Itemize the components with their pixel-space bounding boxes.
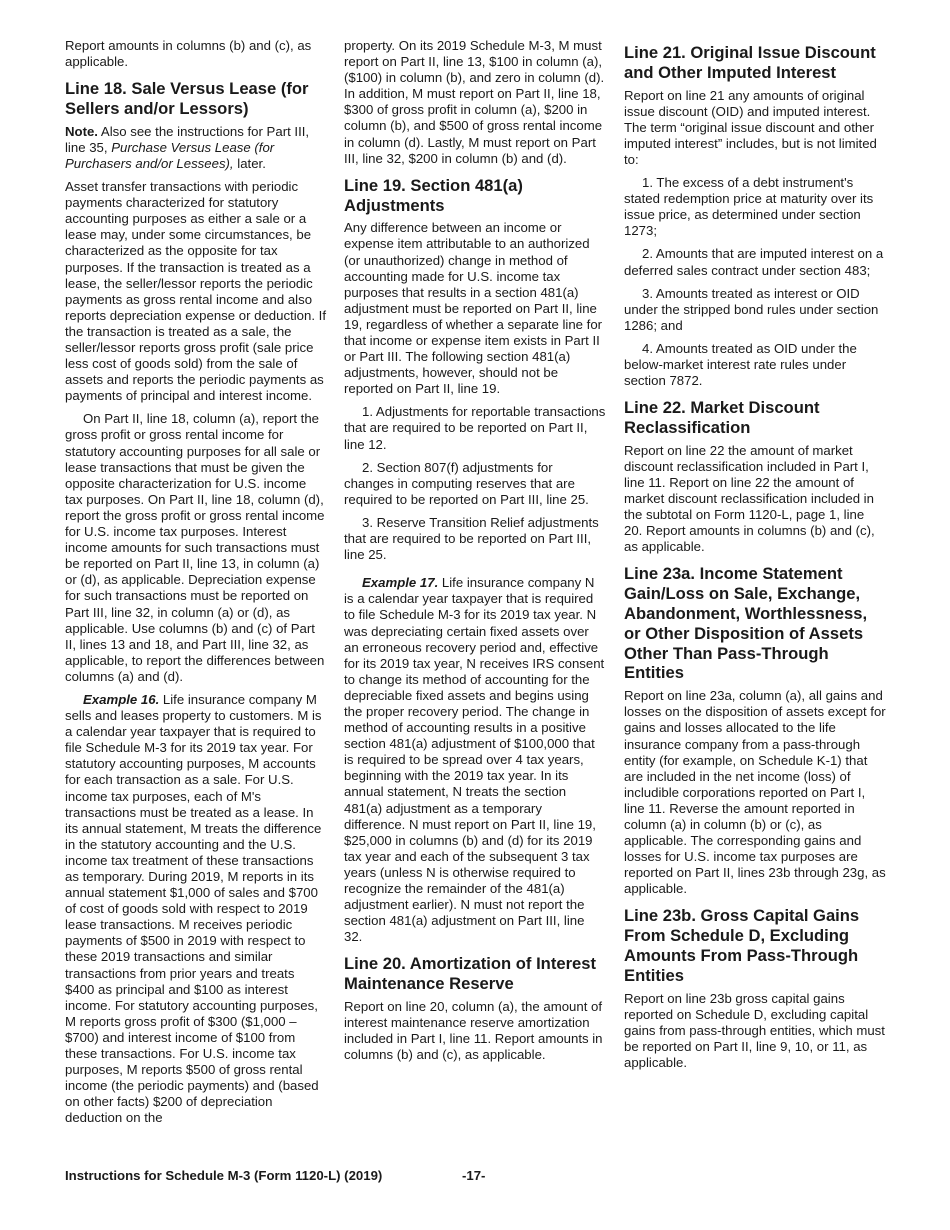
intro-paragraph: Report amounts in columns (b) and (c), as applicable.: [65, 38, 312, 70]
example-17-paragraph: [344, 575, 606, 945]
heading-line-20: Line 20. Amortization of Interest Maintenance Reserve: [344, 954, 597, 994]
heading-line-23a: Line 23a. Income Statement Gain/Loss on Sale, Exchange, Abandonment, Worthlessness, or Other Disposition of Assets Other Than Pass-Through Entities: [624, 564, 868, 683]
line-21-paragraph: Report on line 21 any amounts of original issue discount (OID) and imputed interest. The term “original issue discount and other imputed interest” includes, but is not limited to:: [624, 87, 877, 167]
page-number: -17-: [462, 1168, 486, 1183]
example-16-continued: property. On its 2019 Schedule M-3, M must report on Part II, line 13, $100 in column (a), ($100) in column (b), and zero in column (d). In addition, M must report on Part II, line 18, $300 of gross profit in column (a), $200 in column (b), and $500 of gross rental income in column (d). Lastly, M must report on Part III, line 32, $200 in column (b) and (d).: [344, 38, 605, 166]
list-item: 1. The excess of a debt instrument's stated redemption price at maturity over its issue price, as determined under section 1273;: [624, 175, 874, 239]
note-italic-text: Purchase Versus Lease (for Purchasers and/or Lessees),: [65, 139, 275, 171]
list-item: 2. Section 807(f) adjustments for changes in computing reserves that are required to be reported on Part III, line 25.: [344, 459, 589, 507]
heading-line-22: Line 22. Market Discount Reclassification: [624, 398, 820, 437]
note-paragraph: [65, 124, 327, 172]
example-16-label: Example 16.: [83, 691, 160, 707]
heading-line-21: Line 21. Original Issue Discount and Other Imputed Interest: [624, 43, 876, 82]
footer-title: Instructions for Schedule M-3 (Form 1120-L) (2019): [65, 1168, 383, 1183]
line-23b-paragraph: Report on line 23b gross capital gains reported on Schedule D, excluding capital gains from pass-through entities, which must be reported on Part II, line 9, 10, or 11, as applicable.: [624, 990, 885, 1070]
section-481a-paragraph: Any difference between an income or expense item attributable to an authorized (or unauthorized) change in method of accounting made for U.S. income tax purposes that results in a section 481(a) adjustment must be reported on Part II, line 19, regardless of whether a separate line for that income or expense item exists in Part II or Part III. The following section 481(a) adjustments, however, should not be reported on Part II, line 19.: [344, 220, 603, 397]
list-item: 4. Amounts treated as OID under the below-market interest rate rules under section 7872.: [624, 340, 857, 389]
heading-line-18: Line 18. Sale Versus Lease (for Sellers and/or Lessors): [65, 79, 309, 118]
heading-line-23b: Line 23b. Gross Capital Gains From Schedule D, Excluding Amounts From Pass-Through Entities: [624, 906, 860, 985]
example-17-text: Life insurance company N is a calendar year taxpayer that is required to file Schedule M-3 for its 2019 tax year. N was depreciating certain fixed assets over an erroneous recovery period and, effective for its 2019 tax year, N receives IRS consent to change its method of accounting for the depreciable fixed assets and begins using the proper recovery period. The change in method of accounting results in a positive section 481(a) adjustment of $100,000 that is required to be spread over 4 tax years, beginning with the 2019 tax year. In its annual statement, N treats the section 481(a) adjustment as a temporary difference. N must report on Part II, line 19, $25,000 in columns (b) and (d) for its 2019 tax year and each of the subsequent 3 tax years (unless N is otherwise required to recognize the remainder of the 481(a) adjustment earlier). N must not report the section 481(a) adjustment on Part III, line 32.: [344, 575, 605, 945]
line-20-paragraph: Report on line 20, column (a), the amount of interest maintenance reserve amortization included in Part I, line 11. Report amounts in columns (b) and (c), as applicable.: [344, 998, 603, 1063]
asset-transfer-paragraph: Asset transfer transactions with periodic payments characterized for statutory accounting purposes as either a sale or a lease may, under some circumstances, be characterized as the opposite for tax purposes. If the transaction is treated as a lease, the seller/lessor reports the periodic payments as gross rental income and also reports depreciation expense or deduction. If the transaction is treated as a sale, the seller/lessor reports gross profit (sale price less cost of goods sold) from the sale of assets and reports the periodic payments as payments of principal and interest income.: [65, 179, 326, 404]
note-text-1: Also see the instructions for Part III, line 35,: [65, 123, 310, 155]
list-item: 3. Amounts treated as interest or OID under the stripped bond rules under section 1286; and: [624, 285, 879, 333]
example-16-paragraph: [65, 692, 327, 1127]
column-2: [344, 38, 606, 1070]
column-3: [624, 38, 886, 1078]
line-22-paragraph: Report on line 22 the amount of market discount reclassification included in Part I, line 11. Report on line 22 the amount of market discount reclassification included in the subtotal on Form 1120-L, page 1, line 20. Report amounts in columns (b) and (c), as applicable.: [624, 442, 875, 555]
note-label: Note.: [65, 123, 98, 139]
list-item: 2. Amounts that are imputed interest on a deferred sales contract under section 483;: [624, 246, 884, 278]
part-ii-line-18-paragraph: On Part II, line 18, column (a), report the gross profit or gross rental income for statutory accounting purposes for all sale or lease transactions that must be given the opposite characterization for U.S. income tax purposes. On Part II, line 18, column (d), report the gross profit or gross rental income for U.S. income tax purposes. Interest income amounts for such transactions must be reported on Part II, line 13, in column (a) or (d), as applicable. Depreciation expense for such transactions must be reported on Part III, line 32, in column (a) or (d), as applicable. Use columns (b) and (c) of Part II, lines 13 and 18, and Part III, line 32, as applicable, to report the differences between columns (a) and (d).: [65, 411, 325, 684]
list-item: 1. Adjustments for reportable transactions that are required to be reported on Part II, line 12.: [344, 404, 606, 452]
note-text-2: later.: [237, 155, 266, 171]
heading-line-19: Line 19. Section 481(a) Adjustments: [344, 175, 523, 215]
example-17-label: Example 17.: [362, 575, 439, 591]
line-23a-paragraph: Report on line 23a, column (a), all gains and losses on the disposition of assets except for gains and losses allocated to the life insurance company from a pass-through entity (for example, on Schedule K-1) that are included in the net income (loss) of includible corporations reported on Part I, line 11. Reverse the amount reported in column (a) in column (b) or (c), as applicable. The corresponding gains and losses for U.S. income tax purposes are reported on Part II, lines 23b through 23g, as applicable.: [624, 688, 886, 897]
list-item: 3. Reserve Transition Relief adjustments that are required to be reported on Part III, line 25.: [344, 514, 599, 563]
example-16-text: Life insurance company M sells and leases property to customers. M is a calendar year taxpayer that is required to file Schedule M-3 for its 2019 tax year. For statutory accounting purposes, M accounts for each transaction as a sale. For U.S. income tax purposes, each of M's transactions must be treated as a lease. In its annual statement, M treats the difference in the statutory accounting and the U.S. income tax treatment of these transactions as temporary. During 2019, M reports in its annual statement $1,000 of sales and $700 of cost of goods sold with respect to 2019 lease transactions. M receives periodic payments of $500 in 2019 with respect to these 2019 transactions and similar transactions from prior years and treats $400 as principal and $100 as interest income. For statutory accounting purposes, M reports gross profit of $300 ($1,000 – $700) and interest income of $100 from these transactions. For U.S. income tax purposes, M reports $500 of gross rental income (the periodic payments) and (based on other facts) $200 of depreciation deduction on the: [65, 691, 322, 1126]
column-1: [65, 38, 327, 1134]
